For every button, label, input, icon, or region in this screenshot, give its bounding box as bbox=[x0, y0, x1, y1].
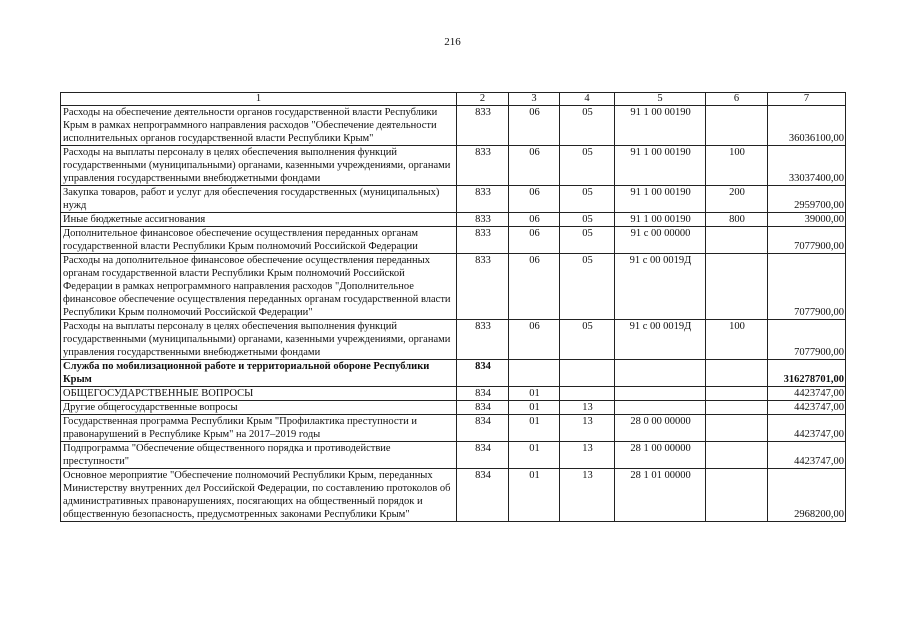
col-header-3: 3 bbox=[509, 93, 560, 106]
row-description: Другие общегосударственные вопросы bbox=[61, 401, 457, 415]
table-row bbox=[61, 227, 846, 254]
row-description: Закупка товаров, работ и услуг для обеспечения государственных (муниципальных) нужд bbox=[61, 186, 457, 213]
row-amount: 2959700,00 bbox=[768, 186, 846, 213]
row-description: Подпрограмма "Обеспечение общественного порядка и противодействие преступности" bbox=[61, 442, 457, 469]
row-section: 06 bbox=[509, 254, 560, 320]
row-target-article: 91 с 00 0019Д bbox=[615, 254, 706, 320]
row-description: Расходы на выплаты персоналу в целях обеспечения выполнения функций государственными (муниципальными) органами, казенными учреждениями, органами управления государственными внебюджетными фондами bbox=[61, 146, 457, 186]
row-section: 06 bbox=[509, 227, 560, 254]
row-section: 01 bbox=[509, 387, 560, 401]
row-expense-type: 800 bbox=[706, 213, 768, 227]
row-description: Дополнительное финансовое обеспечение осуществления переданных органам государственной власти Республики Крым полномочий Российской Федерации bbox=[61, 227, 457, 254]
table-row bbox=[61, 320, 846, 360]
row-amount: 316278701,00 bbox=[768, 360, 846, 387]
col-header-6: 6 bbox=[706, 93, 768, 106]
table-row bbox=[61, 442, 846, 469]
row-description: Иные бюджетные ассигнования bbox=[61, 213, 457, 227]
table-row bbox=[61, 186, 846, 213]
row-target-article: 91 1 00 00190 bbox=[615, 106, 706, 146]
row-description: Основное мероприятие "Обеспечение полномочий Республики Крым, переданных Министерству внутренних дел Российской Федерации, по составлению протоколов об административных правонарушениях, посягающих на общественный порядок и общественную безопасность, предусмотренных законами Республики Крым" bbox=[61, 469, 457, 522]
row-section bbox=[509, 360, 560, 387]
row-admin-code: 833 bbox=[457, 213, 509, 227]
row-amount: 7077900,00 bbox=[768, 320, 846, 360]
row-amount: 4423747,00 bbox=[768, 415, 846, 442]
table-row bbox=[61, 401, 846, 415]
row-subsection bbox=[560, 387, 615, 401]
row-section: 06 bbox=[509, 186, 560, 213]
row-subsection: 05 bbox=[560, 254, 615, 320]
table-row bbox=[61, 360, 846, 387]
row-description: Расходы на выплаты персоналу в целях обеспечения выполнения функций государственными (муниципальными) органами, казенными учреждениями, органами управления государственными внебюджетными фондами bbox=[61, 320, 457, 360]
row-subsection: 05 bbox=[560, 227, 615, 254]
row-section: 06 bbox=[509, 213, 560, 227]
row-amount: 36036100,00 bbox=[768, 106, 846, 146]
row-amount: 4423747,00 bbox=[768, 442, 846, 469]
row-target-article: 91 1 00 00190 bbox=[615, 186, 706, 213]
row-admin-code: 834 bbox=[457, 469, 509, 522]
row-admin-code: 834 bbox=[457, 360, 509, 387]
row-admin-code: 834 bbox=[457, 401, 509, 415]
row-amount: 7077900,00 bbox=[768, 227, 846, 254]
row-expense-type: 200 bbox=[706, 186, 768, 213]
row-expense-type bbox=[706, 227, 768, 254]
row-section: 01 bbox=[509, 442, 560, 469]
row-expense-type bbox=[706, 442, 768, 469]
table-row bbox=[61, 213, 846, 227]
row-target-article bbox=[615, 401, 706, 415]
row-admin-code: 834 bbox=[457, 415, 509, 442]
row-subsection: 13 bbox=[560, 469, 615, 522]
page-number: 216 bbox=[444, 36, 461, 48]
row-section: 06 bbox=[509, 146, 560, 186]
row-admin-code: 833 bbox=[457, 186, 509, 213]
budget-table bbox=[60, 92, 846, 522]
row-expense-type bbox=[706, 106, 768, 146]
row-amount: 33037400,00 bbox=[768, 146, 846, 186]
row-amount: 7077900,00 bbox=[768, 254, 846, 320]
row-expense-type bbox=[706, 360, 768, 387]
row-expense-type: 100 bbox=[706, 146, 768, 186]
row-description: Расходы на обеспечение деятельности органов государственной власти Республики Крым в рамках непрограммного направления расходов "Обеспечение деятельности исполнительных органов государственной власти Республики Крым" bbox=[61, 106, 457, 146]
row-expense-type bbox=[706, 387, 768, 401]
row-section: 01 bbox=[509, 415, 560, 442]
table-row bbox=[61, 415, 846, 442]
row-admin-code: 834 bbox=[457, 442, 509, 469]
table-row bbox=[61, 387, 846, 401]
row-target-article bbox=[615, 360, 706, 387]
table-row bbox=[61, 146, 846, 186]
row-amount: 2968200,00 bbox=[768, 469, 846, 522]
row-expense-type bbox=[706, 415, 768, 442]
row-amount: 4423747,00 bbox=[768, 387, 846, 401]
row-expense-type bbox=[706, 401, 768, 415]
row-section: 06 bbox=[509, 320, 560, 360]
col-header-5: 5 bbox=[615, 93, 706, 106]
table-row bbox=[61, 106, 846, 146]
row-subsection: 05 bbox=[560, 320, 615, 360]
row-subsection: 13 bbox=[560, 401, 615, 415]
row-description: Государственная программа Республики Крым "Профилактика преступности и правонарушений в Республике Крым" на 2017–2019 годы bbox=[61, 415, 457, 442]
row-subsection: 05 bbox=[560, 213, 615, 227]
row-target-article: 28 1 01 00000 bbox=[615, 469, 706, 522]
table-row bbox=[61, 469, 846, 522]
row-subsection: 13 bbox=[560, 415, 615, 442]
col-header-2: 2 bbox=[457, 93, 509, 106]
col-header-1: 1 bbox=[61, 93, 457, 106]
row-admin-code: 833 bbox=[457, 106, 509, 146]
row-admin-code: 833 bbox=[457, 320, 509, 360]
row-subsection: 05 bbox=[560, 146, 615, 186]
row-expense-type bbox=[706, 254, 768, 320]
row-admin-code: 833 bbox=[457, 227, 509, 254]
row-target-article: 28 0 00 00000 bbox=[615, 415, 706, 442]
row-target-article: 91 1 00 00190 bbox=[615, 213, 706, 227]
row-amount: 39000,00 bbox=[768, 213, 846, 227]
row-expense-type bbox=[706, 469, 768, 522]
row-expense-type: 100 bbox=[706, 320, 768, 360]
table-row bbox=[61, 254, 846, 320]
row-target-article bbox=[615, 387, 706, 401]
row-admin-code: 834 bbox=[457, 387, 509, 401]
row-section: 01 bbox=[509, 401, 560, 415]
table-header-row bbox=[61, 93, 846, 106]
row-target-article: 91 1 00 00190 bbox=[615, 146, 706, 186]
row-subsection bbox=[560, 360, 615, 387]
row-subsection: 05 bbox=[560, 106, 615, 146]
row-target-article: 91 с 00 0019Д bbox=[615, 320, 706, 360]
row-amount: 4423747,00 bbox=[768, 401, 846, 415]
row-target-article: 91 с 00 00000 bbox=[615, 227, 706, 254]
row-description: Расходы на дополнительное финансовое обеспечение осуществления переданных органам государственной власти Республики Крым полномочий Российской Федерации в рамках непрограммного направления расходов "Дополнительное финансовое обеспечение осуществления переданных органам государственной власти Республики Крым полномочий Российской Федерации" bbox=[61, 254, 457, 320]
row-subsection: 13 bbox=[560, 442, 615, 469]
row-admin-code: 833 bbox=[457, 146, 509, 186]
row-section: 06 bbox=[509, 106, 560, 146]
col-header-4: 4 bbox=[560, 93, 615, 106]
row-target-article: 28 1 00 00000 bbox=[615, 442, 706, 469]
col-header-7: 7 bbox=[768, 93, 846, 106]
row-admin-code: 833 bbox=[457, 254, 509, 320]
row-description: Служба по мобилизационной работе и территориальной обороне Республики Крым bbox=[61, 360, 457, 387]
row-section: 01 bbox=[509, 469, 560, 522]
table-body bbox=[61, 106, 846, 522]
row-description: ОБЩЕГОСУДАРСТВЕННЫЕ ВОПРОСЫ bbox=[61, 387, 457, 401]
row-subsection: 05 bbox=[560, 186, 615, 213]
